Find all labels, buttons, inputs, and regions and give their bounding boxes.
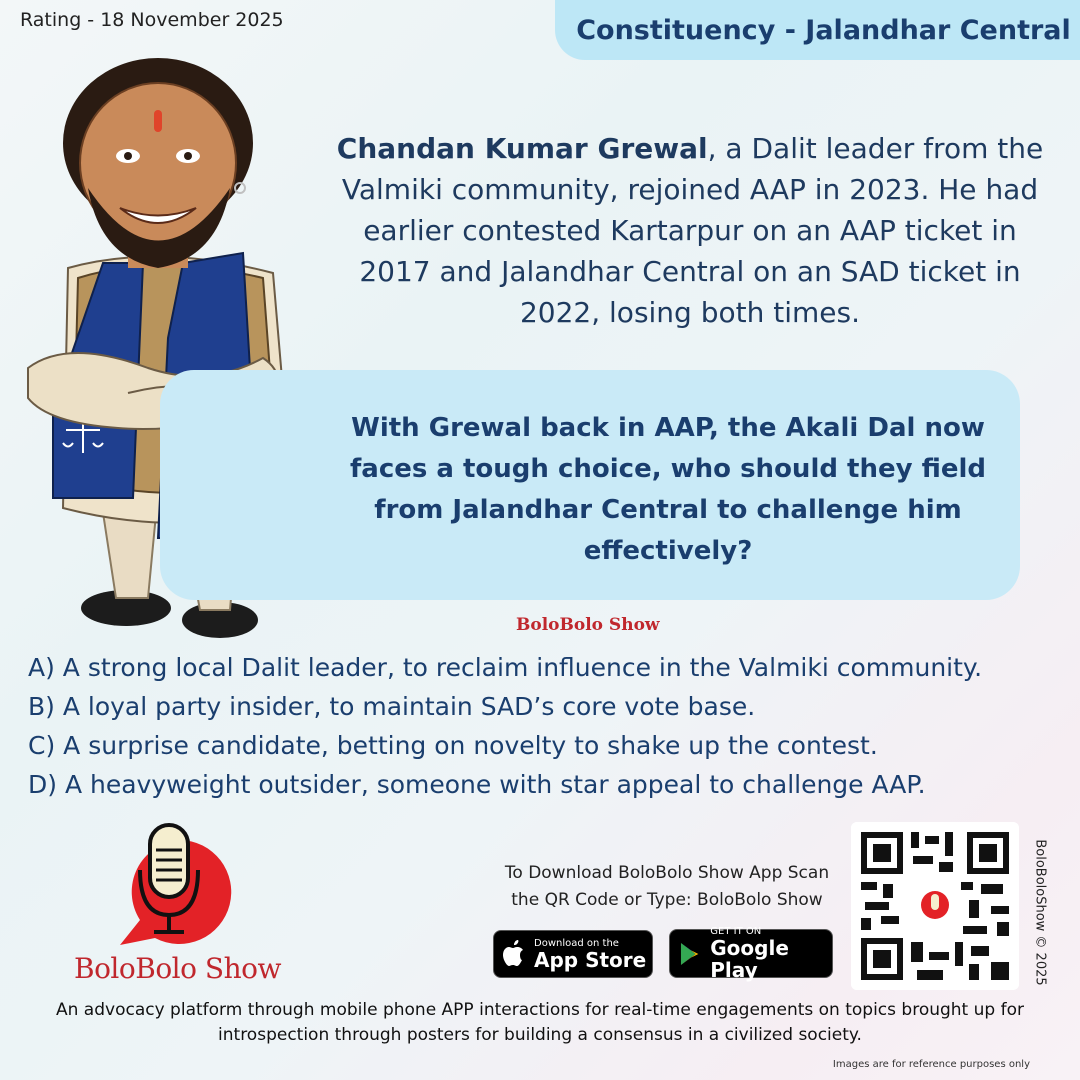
google-play-small-label: GET IT ON (710, 926, 762, 937)
download-line-1: To Download BoloBolo Show App Scan (504, 863, 830, 883)
download-instructions (486, 860, 848, 914)
app-store-small-label: Download on the (534, 937, 619, 949)
option-c[interactable]: C) A surprise candidate, betting on novelty to shake up the contest. (28, 731, 878, 760)
app-store-label: App Store (534, 947, 647, 972)
google-play-label: Google Play (710, 936, 789, 982)
google-play-icon (670, 934, 710, 974)
options-list (28, 648, 1073, 804)
copyright-vertical: BoloBoloShow © 2025 (1032, 839, 1048, 986)
constituency-banner (555, 0, 1080, 60)
brand-watermark: BoloBolo Show (516, 615, 660, 635)
rating-date: Rating - 18 November 2025 (20, 9, 284, 31)
bolobolo-logo-text: BoloBolo Show (74, 952, 281, 985)
leader-name: Chandan Kumar Grewal (336, 132, 708, 165)
option-a[interactable]: A) A strong local Dalit leader, to reclaim influence in the Valmiki community. (28, 653, 983, 682)
qr-code[interactable] (851, 822, 1019, 990)
constituency-label: Constituency - Jalandhar Central (576, 14, 1071, 46)
option-b[interactable]: B) A loyal party insider, to maintain SAD’s core vote base. (28, 692, 756, 721)
google-play-button[interactable] (669, 926, 833, 982)
question-text: With Grewal back in AAP, the Akali Dal now faces a tough choice, who should they field from Jalandhar Central to challenge him effectively? (349, 413, 987, 566)
disclaimer: Images are for reference purposes only (832, 1059, 1030, 1070)
footer-tagline: An advocacy platform through mobile phone APP interactions for real-time engagements on topics brought up for introspection through posters for building a consensus in a civilized society. (56, 1000, 1024, 1045)
bio-paragraph (330, 128, 1050, 333)
download-line-2: the QR Code or Type: BoloBolo Show (511, 890, 823, 910)
bio-description: , a Dalit leader from the Valmiki community, rejoined AAP in 2023. He had earlier contested Kartarpur on an AAP ticket in 2017 and Jalandhar Central on an SAD ticket in 2022, losing both times. (341, 132, 1044, 329)
app-store-button[interactable] (493, 930, 653, 978)
microphone-logo-icon (110, 820, 250, 950)
apple-icon (494, 934, 534, 974)
option-d[interactable]: D) A heavyweight outsider, someone with star appeal to challenge AAP. (28, 770, 926, 799)
